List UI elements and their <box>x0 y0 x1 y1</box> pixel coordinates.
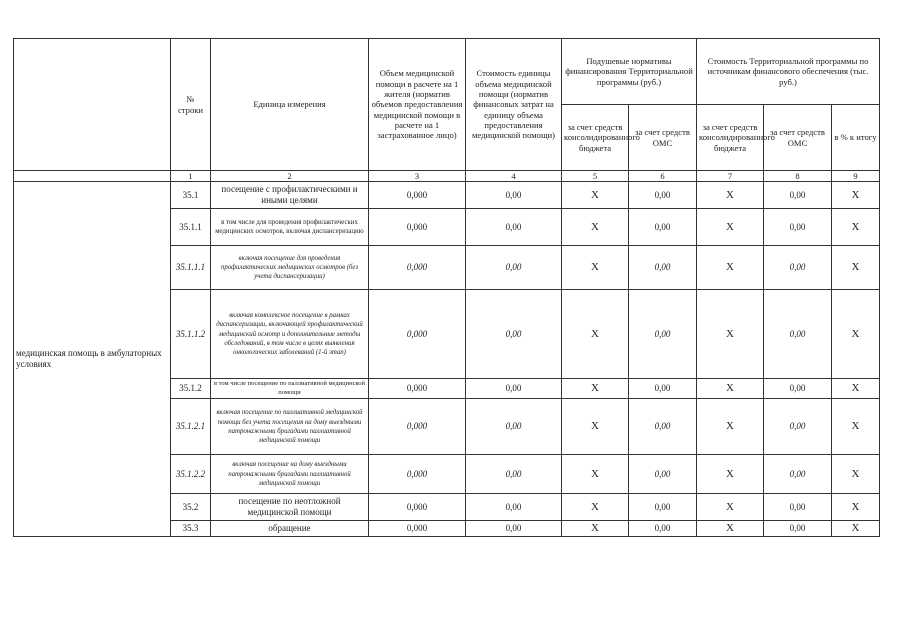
column-number: 2 <box>211 171 369 182</box>
row-number: 35.1.2 <box>171 379 211 399</box>
row-number: 35.1.1.1 <box>171 246 211 290</box>
per-capita-budget-value: X <box>562 290 629 379</box>
cost-value: 0,00 <box>466 379 562 399</box>
per-capita-budget-value: X <box>562 521 629 537</box>
column-number: 8 <box>764 171 832 182</box>
unit-label: в том числе для проведения профилактических медицинских осмотров, включая диспансеризацию <box>211 209 369 246</box>
volume-value: 0,000 <box>369 182 466 209</box>
cost-value: 0,00 <box>466 290 562 379</box>
header-blank-cell <box>14 39 171 171</box>
header-row-number: № строки <box>171 39 211 171</box>
per-capita-oms-value: 0,00 <box>629 455 697 494</box>
territorial-oms-value: 0,00 <box>764 455 832 494</box>
per-capita-oms-value: 0,00 <box>629 246 697 290</box>
cost-value: 0,00 <box>466 246 562 290</box>
unit-label: обращение <box>211 521 369 537</box>
per-capita-budget-value: X <box>562 379 629 399</box>
row-number: 35.3 <box>171 521 211 537</box>
cost-value: 0,00 <box>466 399 562 455</box>
territorial-budget-value: X <box>697 455 764 494</box>
cost-value: 0,00 <box>466 521 562 537</box>
territorial-oms-value: 0,00 <box>764 182 832 209</box>
row-number: 35.1.1 <box>171 209 211 246</box>
territorial-oms-value: 0,00 <box>764 246 832 290</box>
column-number: 3 <box>369 171 466 182</box>
volume-value: 0,000 <box>369 521 466 537</box>
column-number: 4 <box>466 171 562 182</box>
cost-value: 0,00 <box>466 455 562 494</box>
column-number: 7 <box>697 171 764 182</box>
row-number: 35.1.1.2 <box>171 290 211 379</box>
per-capita-budget-value: X <box>562 455 629 494</box>
per-capita-oms-value: 0,00 <box>629 209 697 246</box>
per-capita-oms-value: 0,00 <box>629 494 697 521</box>
category-label: медицинская помощь в амбулаторных условиях <box>14 182 171 537</box>
volume-value: 0,000 <box>369 494 466 521</box>
unit-label: включая комплексное посещение в рамках диспансеризации, включающей профилактический медицинский осмотр и дополнительные методы обследований, в том числе в целях выявления онкологических заболеваний (1-й этап) <box>211 290 369 379</box>
header-consolidated-budget-a: за счет средств консолидированного бюджета <box>562 105 629 171</box>
percent-value: X <box>832 455 880 494</box>
territorial-budget-value: X <box>697 399 764 455</box>
per-capita-oms-value: 0,00 <box>629 399 697 455</box>
column-number-blank <box>14 171 171 182</box>
per-capita-budget-value: X <box>562 246 629 290</box>
per-capita-oms-value: 0,00 <box>629 521 697 537</box>
cost-value: 0,00 <box>466 494 562 521</box>
header-consolidated-budget-b: за счет средств консолидированного бюджета <box>697 105 764 171</box>
per-capita-budget-value: X <box>562 209 629 246</box>
header-oms-a: за счет средств ОМС <box>629 105 697 171</box>
per-capita-budget-value: X <box>562 399 629 455</box>
unit-label: включая посещение на дому выездными патронажными бригадами паллиативной медицинской помощи <box>211 455 369 494</box>
per-capita-oms-value: 0,00 <box>629 182 697 209</box>
unit-label: включая посещение для проведения профилактических медицинских осмотров (без учета диспансеризации) <box>211 246 369 290</box>
column-number: 1 <box>171 171 211 182</box>
header-unit: Единица измерения <box>211 39 369 171</box>
territorial-oms-value: 0,00 <box>764 379 832 399</box>
territorial-budget-value: X <box>697 182 764 209</box>
column-number: 5 <box>562 171 629 182</box>
territorial-oms-value: 0,00 <box>764 209 832 246</box>
per-capita-budget-value: X <box>562 494 629 521</box>
unit-label: посещение по неотложной медицинской помощи <box>211 494 369 521</box>
row-number: 35.1.2.2 <box>171 455 211 494</box>
percent-value: X <box>832 379 880 399</box>
unit-label: посещение с профилактическими и иными целями <box>211 182 369 209</box>
volume-value: 0,000 <box>369 455 466 494</box>
header-territorial-cost: Стоимость Территориальной программы по источникам финансового обеспечения (тыс. руб.) <box>697 39 880 105</box>
volume-value: 0,000 <box>369 379 466 399</box>
percent-value: X <box>832 209 880 246</box>
header-cost: Стоимость единицы объема медицинской помощи (норматив финансовых затрат на единицу объема предоставления медицинской помощи) <box>466 39 562 171</box>
territorial-budget-value: X <box>697 494 764 521</box>
volume-value: 0,000 <box>369 209 466 246</box>
per-capita-budget-value: X <box>562 182 629 209</box>
header-percent-total: в % к итогу <box>832 105 880 171</box>
row-number: 35.1 <box>171 182 211 209</box>
row-number: 35.1.2.1 <box>171 399 211 455</box>
territorial-budget-value: X <box>697 246 764 290</box>
cost-value: 0,00 <box>466 182 562 209</box>
unit-label: включая посещение по паллиативной медицинской помощи без учета посещения на дому выездными патронажными бригадами паллиативной медицинской помощи <box>211 399 369 455</box>
header-volume: Объем медицинской помощи в расчете на 1 жителя (норматив объемов предоставления медицинской помощи в расчете на 1 застрахованное лицо) <box>369 39 466 171</box>
percent-value: X <box>832 290 880 379</box>
volume-value: 0,000 <box>369 399 466 455</box>
unit-label: в том числе посещение по паллиативной медицинской помощи <box>211 379 369 399</box>
row-number: 35.2 <box>171 494 211 521</box>
territorial-budget-value: X <box>697 521 764 537</box>
territorial-budget-value: X <box>697 290 764 379</box>
column-number: 9 <box>832 171 880 182</box>
volume-value: 0,000 <box>369 290 466 379</box>
territorial-budget-value: X <box>697 379 764 399</box>
per-capita-oms-value: 0,00 <box>629 290 697 379</box>
percent-value: X <box>832 246 880 290</box>
financing-table <box>13 38 880 537</box>
column-number: 6 <box>629 171 697 182</box>
header-per-capita: Подушевые нормативы финансирования Территориальной программы (руб.) <box>562 39 697 105</box>
cost-value: 0,00 <box>466 209 562 246</box>
percent-value: X <box>832 494 880 521</box>
per-capita-oms-value: 0,00 <box>629 379 697 399</box>
territorial-oms-value: 0,00 <box>764 494 832 521</box>
percent-value: X <box>832 521 880 537</box>
header-oms-b: за счет средств ОМС <box>764 105 832 171</box>
percent-value: X <box>832 399 880 455</box>
volume-value: 0,000 <box>369 246 466 290</box>
territorial-oms-value: 0,00 <box>764 290 832 379</box>
territorial-oms-value: 0,00 <box>764 521 832 537</box>
territorial-budget-value: X <box>697 209 764 246</box>
territorial-oms-value: 0,00 <box>764 399 832 455</box>
percent-value: X <box>832 182 880 209</box>
